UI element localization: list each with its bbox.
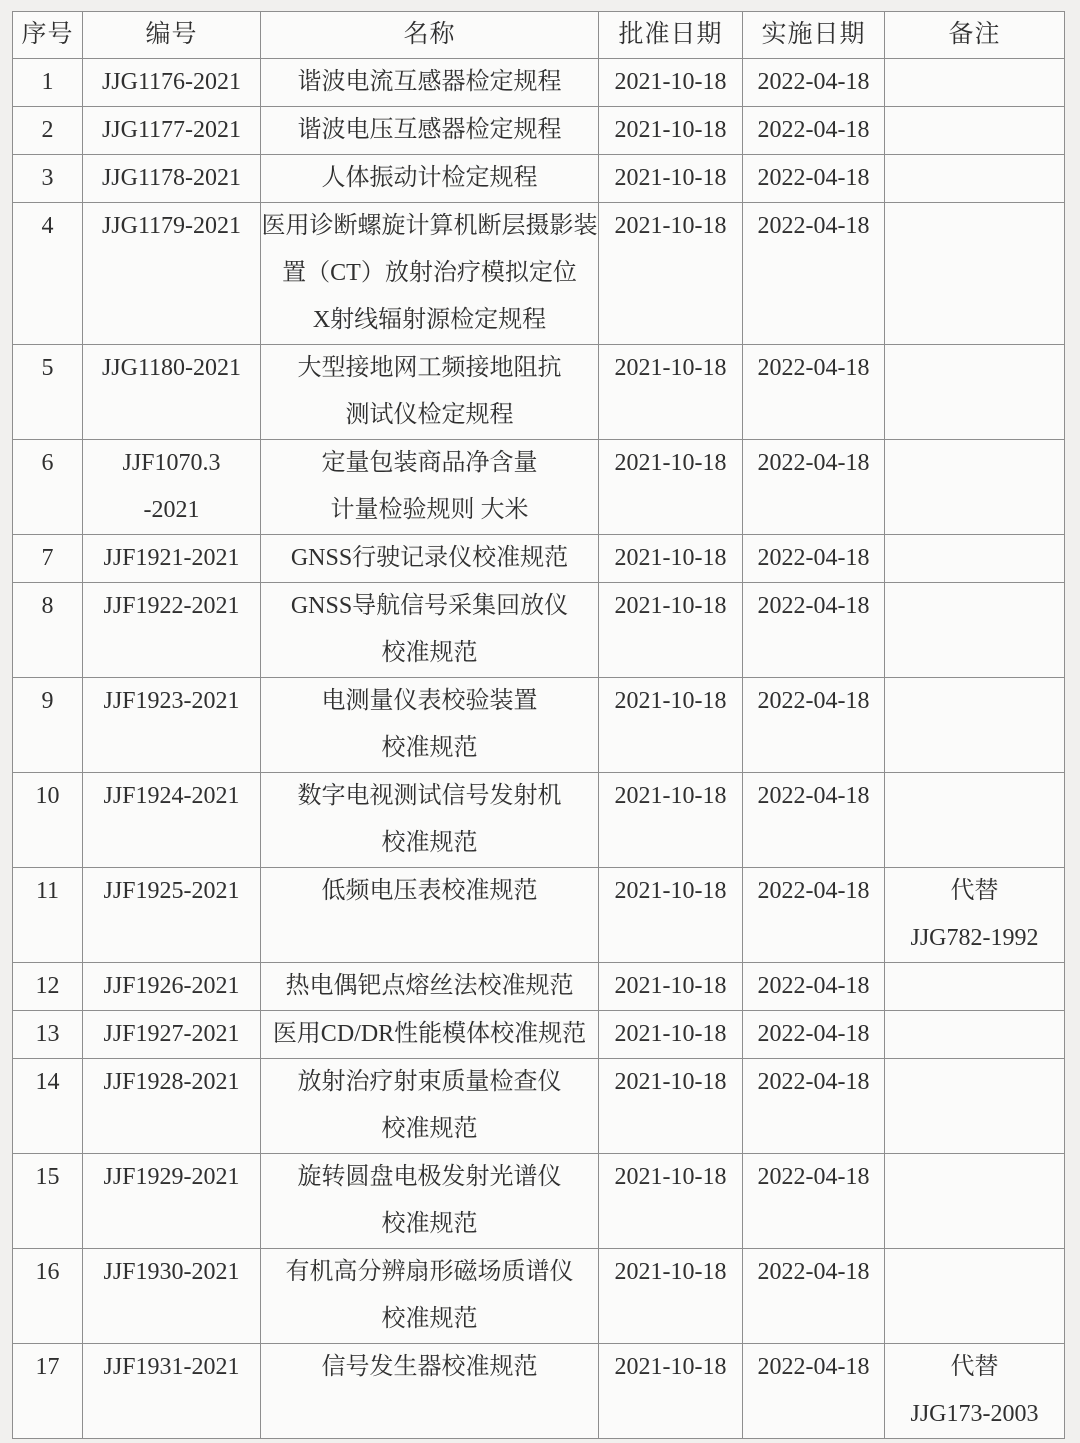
cell-line: 2022-04-18 — [757, 593, 870, 619]
cell-code — [83, 868, 261, 963]
cell-code — [83, 1059, 261, 1154]
cell-name — [261, 535, 599, 583]
cell-line: 定量包装商品净含量 — [321, 450, 538, 476]
cell-index — [13, 583, 83, 678]
cell-line: 2021-10-18 — [614, 1069, 727, 1095]
cell-line: JJF1928-2021 — [103, 1069, 240, 1095]
cell-line: 9 — [41, 688, 54, 714]
cell-name — [261, 678, 599, 773]
cell-name — [261, 963, 599, 1011]
cell-approval-date — [599, 1154, 743, 1249]
cell-name — [261, 107, 599, 155]
cell-remarks — [885, 1249, 1065, 1344]
table-row — [13, 155, 1065, 203]
cell-line: 数字电视测试信号发射机 — [297, 783, 562, 809]
cell-implementation-date — [743, 1249, 885, 1344]
cell-line: JJG782-1992 — [910, 925, 1039, 951]
cell-line: 8 — [41, 593, 54, 619]
cell-line: 2021-10-18 — [614, 117, 727, 143]
cell-name — [261, 345, 599, 440]
cell-name — [261, 1344, 599, 1439]
cell-line: 2021-10-18 — [614, 593, 727, 619]
cell-code — [83, 963, 261, 1011]
cell-implementation-date — [743, 155, 885, 203]
cell-line: 3 — [41, 165, 54, 191]
standards-table — [12, 11, 1065, 1439]
cell-line: 2021-10-18 — [614, 1164, 727, 1190]
table-row — [13, 583, 1065, 678]
cell-line: 2021-10-18 — [614, 165, 727, 191]
cell-implementation-date — [743, 963, 885, 1011]
table-row — [13, 1059, 1065, 1154]
cell-line: 代替 — [950, 878, 999, 904]
cell-remarks — [885, 868, 1065, 963]
cell-approval-date — [599, 155, 743, 203]
cell-name — [261, 1249, 599, 1344]
standards-table-body — [13, 59, 1065, 1439]
cell-line: 信号发生器校准规范 — [321, 1354, 538, 1380]
cell-line: 2022-04-18 — [757, 1164, 870, 1190]
cell-line: 2022-04-18 — [757, 1354, 870, 1380]
cell-implementation-date — [743, 107, 885, 155]
header-remarks: 备注 — [885, 12, 1065, 59]
cell-index — [13, 868, 83, 963]
cell-remarks — [885, 59, 1065, 107]
table-row — [13, 1154, 1065, 1249]
cell-line: JJG173-2003 — [910, 1401, 1039, 1427]
cell-name — [261, 583, 599, 678]
cell-name — [261, 203, 599, 345]
cell-line: 2022-04-18 — [757, 878, 870, 904]
cell-implementation-date — [743, 1011, 885, 1059]
table-row — [13, 1344, 1065, 1439]
cell-line: 2021-10-18 — [614, 355, 727, 381]
table-row — [13, 678, 1065, 773]
cell-code — [83, 535, 261, 583]
cell-approval-date — [599, 107, 743, 155]
cell-line: 2021-10-18 — [614, 688, 727, 714]
cell-remarks — [885, 1344, 1065, 1439]
cell-line: 人体振动计检定规程 — [321, 165, 538, 191]
cell-index — [13, 203, 83, 345]
cell-line: 2021-10-18 — [614, 1021, 727, 1047]
cell-line: 2022-04-18 — [757, 783, 870, 809]
cell-line: 校准规范 — [381, 1306, 478, 1332]
cell-code — [83, 59, 261, 107]
cell-code — [83, 1344, 261, 1439]
cell-approval-date — [599, 868, 743, 963]
table-row — [13, 440, 1065, 535]
cell-line: 2021-10-18 — [614, 545, 727, 571]
cell-index — [13, 1344, 83, 1439]
cell-code — [83, 1011, 261, 1059]
cell-line: 14 — [35, 1069, 60, 1095]
cell-implementation-date — [743, 1344, 885, 1439]
cell-line: GNSS行驶记录仪校准规范 — [290, 545, 569, 571]
cell-line: 1 — [41, 69, 54, 95]
cell-index — [13, 345, 83, 440]
table-row — [13, 59, 1065, 107]
cell-line: 2022-04-18 — [757, 165, 870, 191]
cell-line: 置（CT）放射治疗模拟定位 — [282, 260, 577, 286]
cell-line: 2022-04-18 — [757, 1021, 870, 1047]
cell-line: JJF1923-2021 — [103, 688, 240, 714]
cell-line: 2022-04-18 — [757, 973, 870, 999]
cell-line: JJG1179-2021 — [101, 213, 242, 239]
cell-line: 谐波电流互感器检定规程 — [297, 69, 562, 95]
cell-approval-date — [599, 583, 743, 678]
cell-line: 旋转圆盘电极发射光谱仪 — [297, 1164, 562, 1190]
cell-line: 6 — [41, 450, 54, 476]
cell-line: 17 — [35, 1354, 60, 1380]
table-header — [13, 12, 1065, 59]
cell-index — [13, 440, 83, 535]
cell-line: JJF1926-2021 — [103, 973, 240, 999]
cell-approval-date — [599, 1249, 743, 1344]
cell-approval-date — [599, 203, 743, 345]
cell-code — [83, 155, 261, 203]
cell-line: JJG1176-2021 — [101, 69, 242, 95]
cell-line: 2021-10-18 — [614, 1354, 727, 1380]
cell-index — [13, 59, 83, 107]
cell-line: 2022-04-18 — [757, 213, 870, 239]
cell-line: X射线辐射源检定规程 — [312, 307, 547, 333]
cell-remarks — [885, 1059, 1065, 1154]
cell-line: 校准规范 — [381, 640, 478, 666]
table-row — [13, 868, 1065, 963]
cell-line: 2 — [41, 117, 54, 143]
table-row — [13, 535, 1065, 583]
cell-line: JJF1924-2021 — [103, 783, 240, 809]
cell-remarks — [885, 963, 1065, 1011]
cell-remarks — [885, 203, 1065, 345]
table-row — [13, 107, 1065, 155]
cell-line: JJF1927-2021 — [103, 1021, 240, 1047]
cell-index — [13, 1249, 83, 1344]
cell-line: JJF1921-2021 — [103, 545, 240, 571]
cell-line: 热电偶钯点熔丝法校准规范 — [285, 973, 574, 999]
cell-approval-date — [599, 678, 743, 773]
cell-code — [83, 1154, 261, 1249]
cell-remarks — [885, 345, 1065, 440]
cell-remarks — [885, 773, 1065, 868]
cell-approval-date — [599, 59, 743, 107]
cell-code — [83, 773, 261, 868]
cell-line: 12 — [35, 973, 60, 999]
cell-line: 11 — [35, 878, 60, 904]
table-row — [13, 1249, 1065, 1344]
cell-remarks — [885, 155, 1065, 203]
cell-line: 4 — [41, 213, 54, 239]
cell-code — [83, 1249, 261, 1344]
cell-line: 代替 — [950, 1354, 999, 1380]
cell-line: 2022-04-18 — [757, 1259, 870, 1285]
cell-line: 2021-10-18 — [614, 69, 727, 95]
cell-name — [261, 773, 599, 868]
cell-name — [261, 440, 599, 535]
cell-name — [261, 868, 599, 963]
cell-name — [261, 59, 599, 107]
cell-implementation-date — [743, 583, 885, 678]
cell-index — [13, 155, 83, 203]
cell-remarks — [885, 107, 1065, 155]
cell-implementation-date — [743, 535, 885, 583]
cell-approval-date — [599, 1344, 743, 1439]
cell-implementation-date — [743, 345, 885, 440]
cell-index — [13, 535, 83, 583]
cell-line: 有机高分辨扇形磁场质谱仪 — [285, 1259, 574, 1285]
cell-approval-date — [599, 1011, 743, 1059]
cell-line: 电测量仪表校验装置 — [321, 688, 538, 714]
cell-code — [83, 203, 261, 345]
cell-line: 5 — [41, 355, 54, 381]
cell-line: 2022-04-18 — [757, 69, 870, 95]
cell-index — [13, 1154, 83, 1249]
cell-line: 低频电压表校准规范 — [321, 878, 538, 904]
cell-line: JJG1180-2021 — [101, 355, 242, 381]
cell-line: 2021-10-18 — [614, 213, 727, 239]
cell-line: 放射治疗射束质量检查仪 — [297, 1069, 562, 1095]
cell-implementation-date — [743, 773, 885, 868]
cell-line: 测试仪检定规程 — [345, 402, 514, 428]
cell-line: 医用诊断螺旋计算机断层摄影装 — [261, 213, 598, 239]
cell-index — [13, 107, 83, 155]
cell-line: 谐波电压互感器检定规程 — [297, 117, 562, 143]
cell-code — [83, 345, 261, 440]
cell-implementation-date — [743, 440, 885, 535]
cell-line: JJF1930-2021 — [103, 1259, 240, 1285]
header-index: 序号 — [13, 12, 83, 59]
cell-line: 2021-10-18 — [614, 1259, 727, 1285]
cell-index — [13, 963, 83, 1011]
cell-line: 校准规范 — [381, 1211, 478, 1237]
cell-line: 医用CD/DR性能模体校准规范 — [272, 1021, 587, 1047]
cell-code — [83, 440, 261, 535]
cell-remarks — [885, 535, 1065, 583]
cell-line: 大型接地网工频接地阻抗 — [297, 355, 562, 381]
cell-line: JJG1177-2021 — [101, 117, 242, 143]
cell-code — [83, 583, 261, 678]
cell-line: 2022-04-18 — [757, 545, 870, 571]
cell-index — [13, 773, 83, 868]
cell-line: 2022-04-18 — [757, 1069, 870, 1095]
cell-approval-date — [599, 440, 743, 535]
cell-line: 2022-04-18 — [757, 450, 870, 476]
cell-approval-date — [599, 773, 743, 868]
cell-line: 2022-04-18 — [757, 117, 870, 143]
cell-approval-date — [599, 345, 743, 440]
cell-line: 2021-10-18 — [614, 878, 727, 904]
cell-remarks — [885, 678, 1065, 773]
cell-line: 7 — [41, 545, 54, 571]
header-row — [13, 12, 1065, 59]
cell-implementation-date — [743, 868, 885, 963]
header-code: 编号 — [83, 12, 261, 59]
cell-index — [13, 1059, 83, 1154]
cell-line: 2021-10-18 — [614, 450, 727, 476]
cell-line: 计量检验规则 大米 — [330, 497, 529, 523]
cell-line: 校准规范 — [381, 1116, 478, 1142]
cell-line: 10 — [35, 783, 60, 809]
cell-implementation-date — [743, 1154, 885, 1249]
cell-implementation-date — [743, 59, 885, 107]
cell-remarks — [885, 1011, 1065, 1059]
cell-index — [13, 1011, 83, 1059]
cell-approval-date — [599, 963, 743, 1011]
cell-line: JJF1929-2021 — [103, 1164, 240, 1190]
cell-name — [261, 155, 599, 203]
cell-line: 13 — [35, 1021, 60, 1047]
cell-line: 2022-04-18 — [757, 688, 870, 714]
cell-line: JJF1925-2021 — [103, 878, 240, 904]
cell-implementation-date — [743, 203, 885, 345]
cell-line: 16 — [35, 1259, 60, 1285]
cell-remarks — [885, 1154, 1065, 1249]
cell-code — [83, 678, 261, 773]
header-approval-date: 批准日期 — [599, 12, 743, 59]
cell-line: JJF1922-2021 — [103, 593, 240, 619]
cell-approval-date — [599, 535, 743, 583]
cell-line: 15 — [35, 1164, 60, 1190]
cell-implementation-date — [743, 678, 885, 773]
cell-name — [261, 1059, 599, 1154]
cell-line: GNSS导航信号采集回放仪 — [290, 593, 569, 619]
cell-line: 校准规范 — [381, 830, 478, 856]
cell-remarks — [885, 440, 1065, 535]
cell-line: JJG1178-2021 — [101, 165, 242, 191]
table-row — [13, 1011, 1065, 1059]
cell-index — [13, 678, 83, 773]
cell-name — [261, 1154, 599, 1249]
table-row — [13, 773, 1065, 868]
cell-line: JJF1070.3 — [122, 450, 221, 476]
table-row — [13, 345, 1065, 440]
cell-line: 2022-04-18 — [757, 355, 870, 381]
cell-line: 2021-10-18 — [614, 783, 727, 809]
cell-implementation-date — [743, 1059, 885, 1154]
cell-line: 2021-10-18 — [614, 973, 727, 999]
header-name: 名称 — [261, 12, 599, 59]
cell-line: -2021 — [143, 497, 200, 523]
header-implementation-date: 实施日期 — [743, 12, 885, 59]
table-row — [13, 963, 1065, 1011]
cell-line: 校准规范 — [381, 735, 478, 761]
cell-remarks — [885, 583, 1065, 678]
cell-approval-date — [599, 1059, 743, 1154]
cell-code — [83, 107, 261, 155]
cell-line: JJF1931-2021 — [103, 1354, 240, 1380]
cell-name — [261, 1011, 599, 1059]
table-row — [13, 203, 1065, 345]
